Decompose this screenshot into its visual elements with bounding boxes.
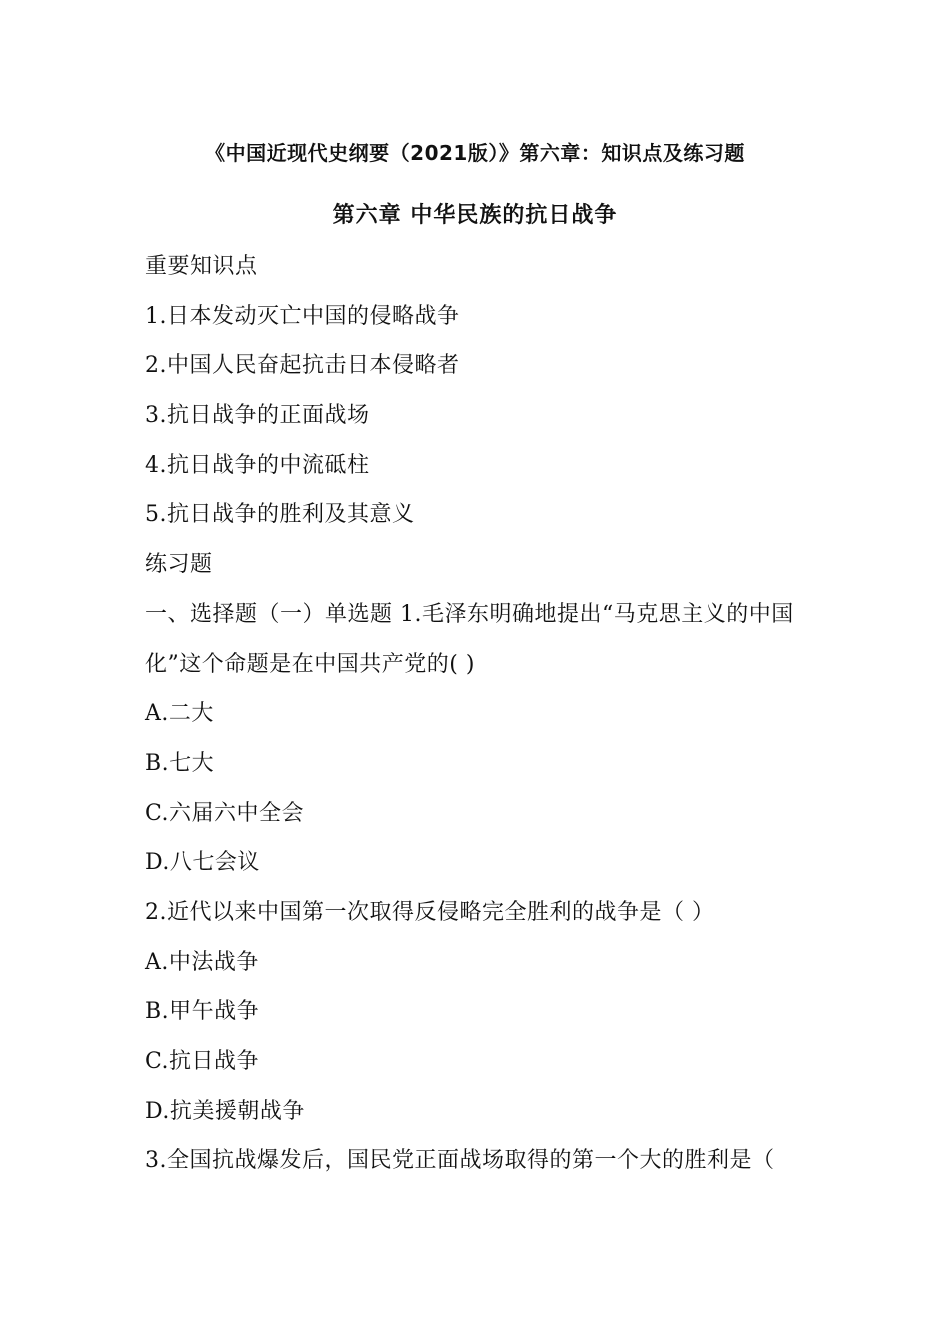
knowledge-point: 2.中国人民奋起抗击日本侵略者 xyxy=(145,353,460,379)
document-body xyxy=(145,242,805,1186)
exercise-heading: 练习题 xyxy=(145,552,213,578)
knowledge-point: 5.抗日战争的胜利及其意义 xyxy=(145,502,415,528)
question-2-option-c: C.抗日战争 xyxy=(145,1049,260,1074)
question-1-option-a: A.二大 xyxy=(145,701,214,727)
document-title: 《中国近现代史纲要（2021版）》第六章：知识点及练习题 xyxy=(205,141,745,165)
question-3-text: 3.全国抗战爆发后，国民党正面战场取得的第一个大的胜利是（ xyxy=(145,1148,775,1174)
question-1-text: 一、选择题（一）单选题 1.毛泽东明确地提出“马克思主义的中国 xyxy=(145,601,794,627)
knowledge-point: 3.抗日战争的正面战场 xyxy=(145,403,370,429)
question-2-option-a: A.中法战争 xyxy=(145,949,259,975)
knowledge-heading: 重要知识点 xyxy=(145,254,258,279)
question-2-option-d: D.抗美援朝战争 xyxy=(145,1098,305,1124)
question-2-text: 2.近代以来中国第一次取得反侵略完全胜利的战争是（ ） xyxy=(145,899,715,925)
question-1-option-b: B.七大 xyxy=(145,750,215,776)
question-1-option-d: D.八七会议 xyxy=(145,850,260,876)
question-1-text-continued: 化”这个命题是在中国共产党的( ) xyxy=(145,651,475,677)
knowledge-point: 1.日本发动灭亡中国的侵略战争 xyxy=(145,303,460,329)
question-1-option-c: C.六届六中全会 xyxy=(145,800,305,826)
chapter-heading: 第六章 中华民族的抗日战争 xyxy=(332,203,618,228)
question-2-option-b: B.甲午战争 xyxy=(145,999,260,1025)
knowledge-point: 4.抗日战争的中流砥柱 xyxy=(145,452,370,478)
